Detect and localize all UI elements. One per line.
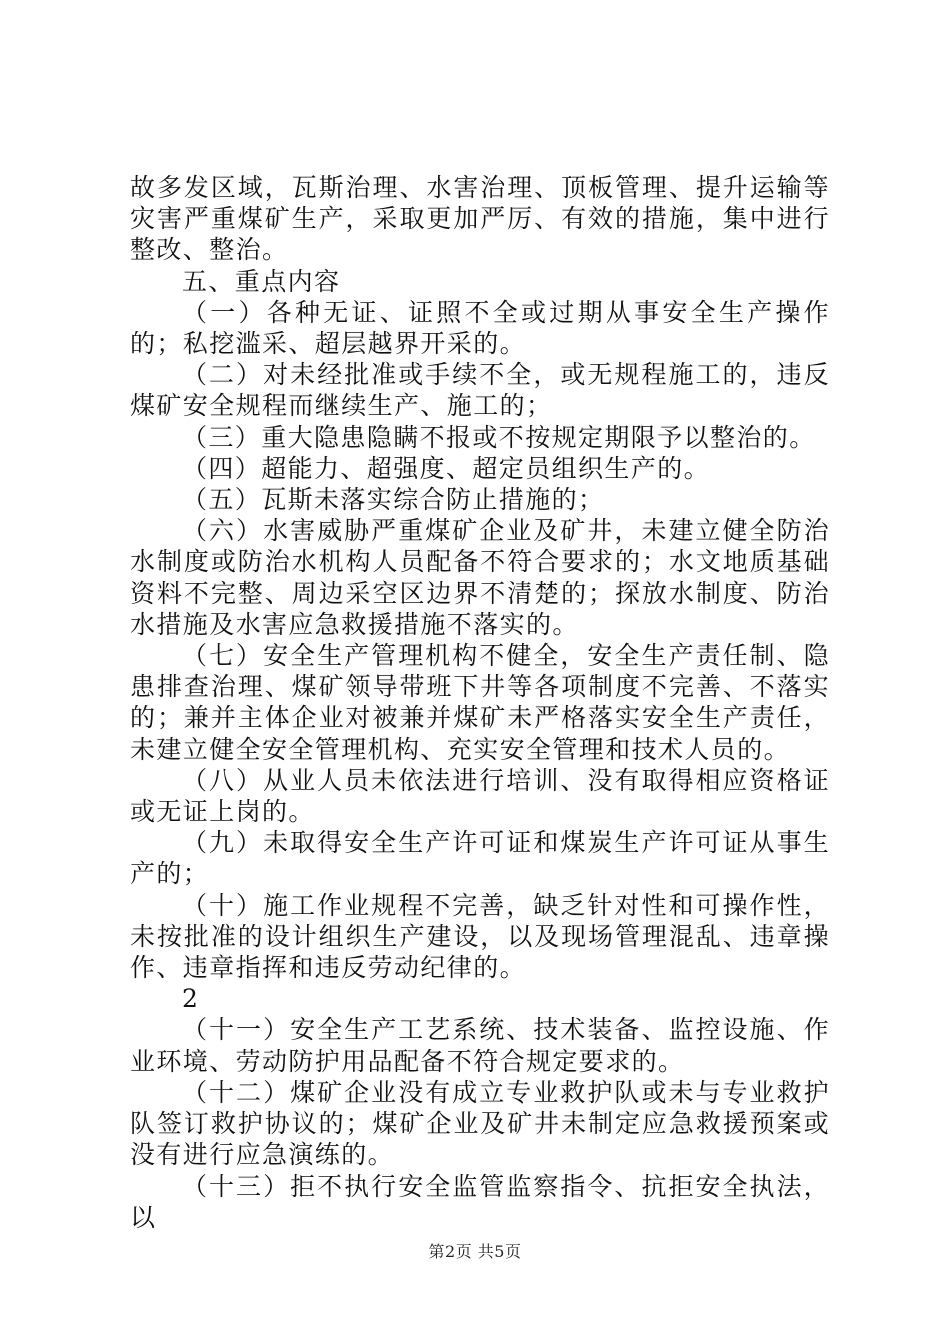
list-item-8: （八）从业人员未依法进行培训、没有取得相应资格证或无证上岗的。 bbox=[130, 765, 830, 827]
inline-page-number: 2 bbox=[182, 984, 200, 1014]
list-item-3: （三）重大隐患隐瞒不报或不按规定期限予以整治的。 bbox=[182, 422, 816, 452]
list-item-7: （七）安全生产管理机构不健全，安全生产责任制、隐患排查治理、煤矿领导带班下井等各项制度不完善、不落实的；兼并主体企业对被兼并煤矿未严格落实安全生产责任，未建立健全安全管理机构、充实安全管理和技术人员的。 bbox=[130, 641, 830, 764]
list-item-6: （六）水害威胁严重煤矿企业及矿井，未建立健全防治水制度或防治水机构人员配备不符合要求的；水文地质基础资料不完整、周边采空区边界不清楚的；探放水制度、防治水措施及水害应急救援措施不落实的。 bbox=[130, 516, 830, 639]
list-item-10: （十）施工作业规程不完善，缺乏针对性和可操作性，未按批准的设计组织生产建设，以及现场管理混乱、违章操作、违章指挥和违反劳动纪律的。 bbox=[130, 890, 830, 983]
list-item-2: （二）对未经批准或手续不全，或无规程施工的，违反煤矿安全规程而继续生产、施工的； bbox=[130, 360, 830, 421]
list-item-1: （一）各种无证、证照不全或过期从事安全生产操作的；私挖滥采、超层越界开采的。 bbox=[130, 297, 830, 359]
list-item-12: （十二）煤矿企业没有成立专业救护队或未与专业救护队签订救护协议的；煤矿企业及矿井未制定应急救援预案或没有进行应急演练的。 bbox=[130, 1077, 830, 1170]
list-item-13: （十三）拒不执行安全监管监察指令、抗拒安全执法，以 bbox=[130, 1171, 830, 1232]
list-item-5: （五）瓦斯未落实综合防止措施的； bbox=[182, 485, 605, 515]
page-footer: 第2页 共5页 bbox=[428, 1242, 522, 1261]
list-item-4: （四）超能力、超强度、超定员组织生产的。 bbox=[182, 453, 711, 483]
document-body bbox=[130, 172, 830, 1233]
paragraph-continuation: 故多发区域，瓦斯治理、水害治理、顶板管理、提升运输等灾害严重煤矿生产，采取更加严厉、有效的措施，集中进行整改、整治。 bbox=[130, 173, 830, 265]
section-heading: 五、重点内容 bbox=[182, 266, 341, 296]
list-item-11: （十一）安全生产工艺系统、技术装备、监控设施、作业环境、劳动防护用品配备不符合规定要求的。 bbox=[130, 1015, 830, 1076]
list-item-9: （九）未取得安全生产许可证和煤炭生产许可证从事生产的； bbox=[130, 828, 830, 889]
